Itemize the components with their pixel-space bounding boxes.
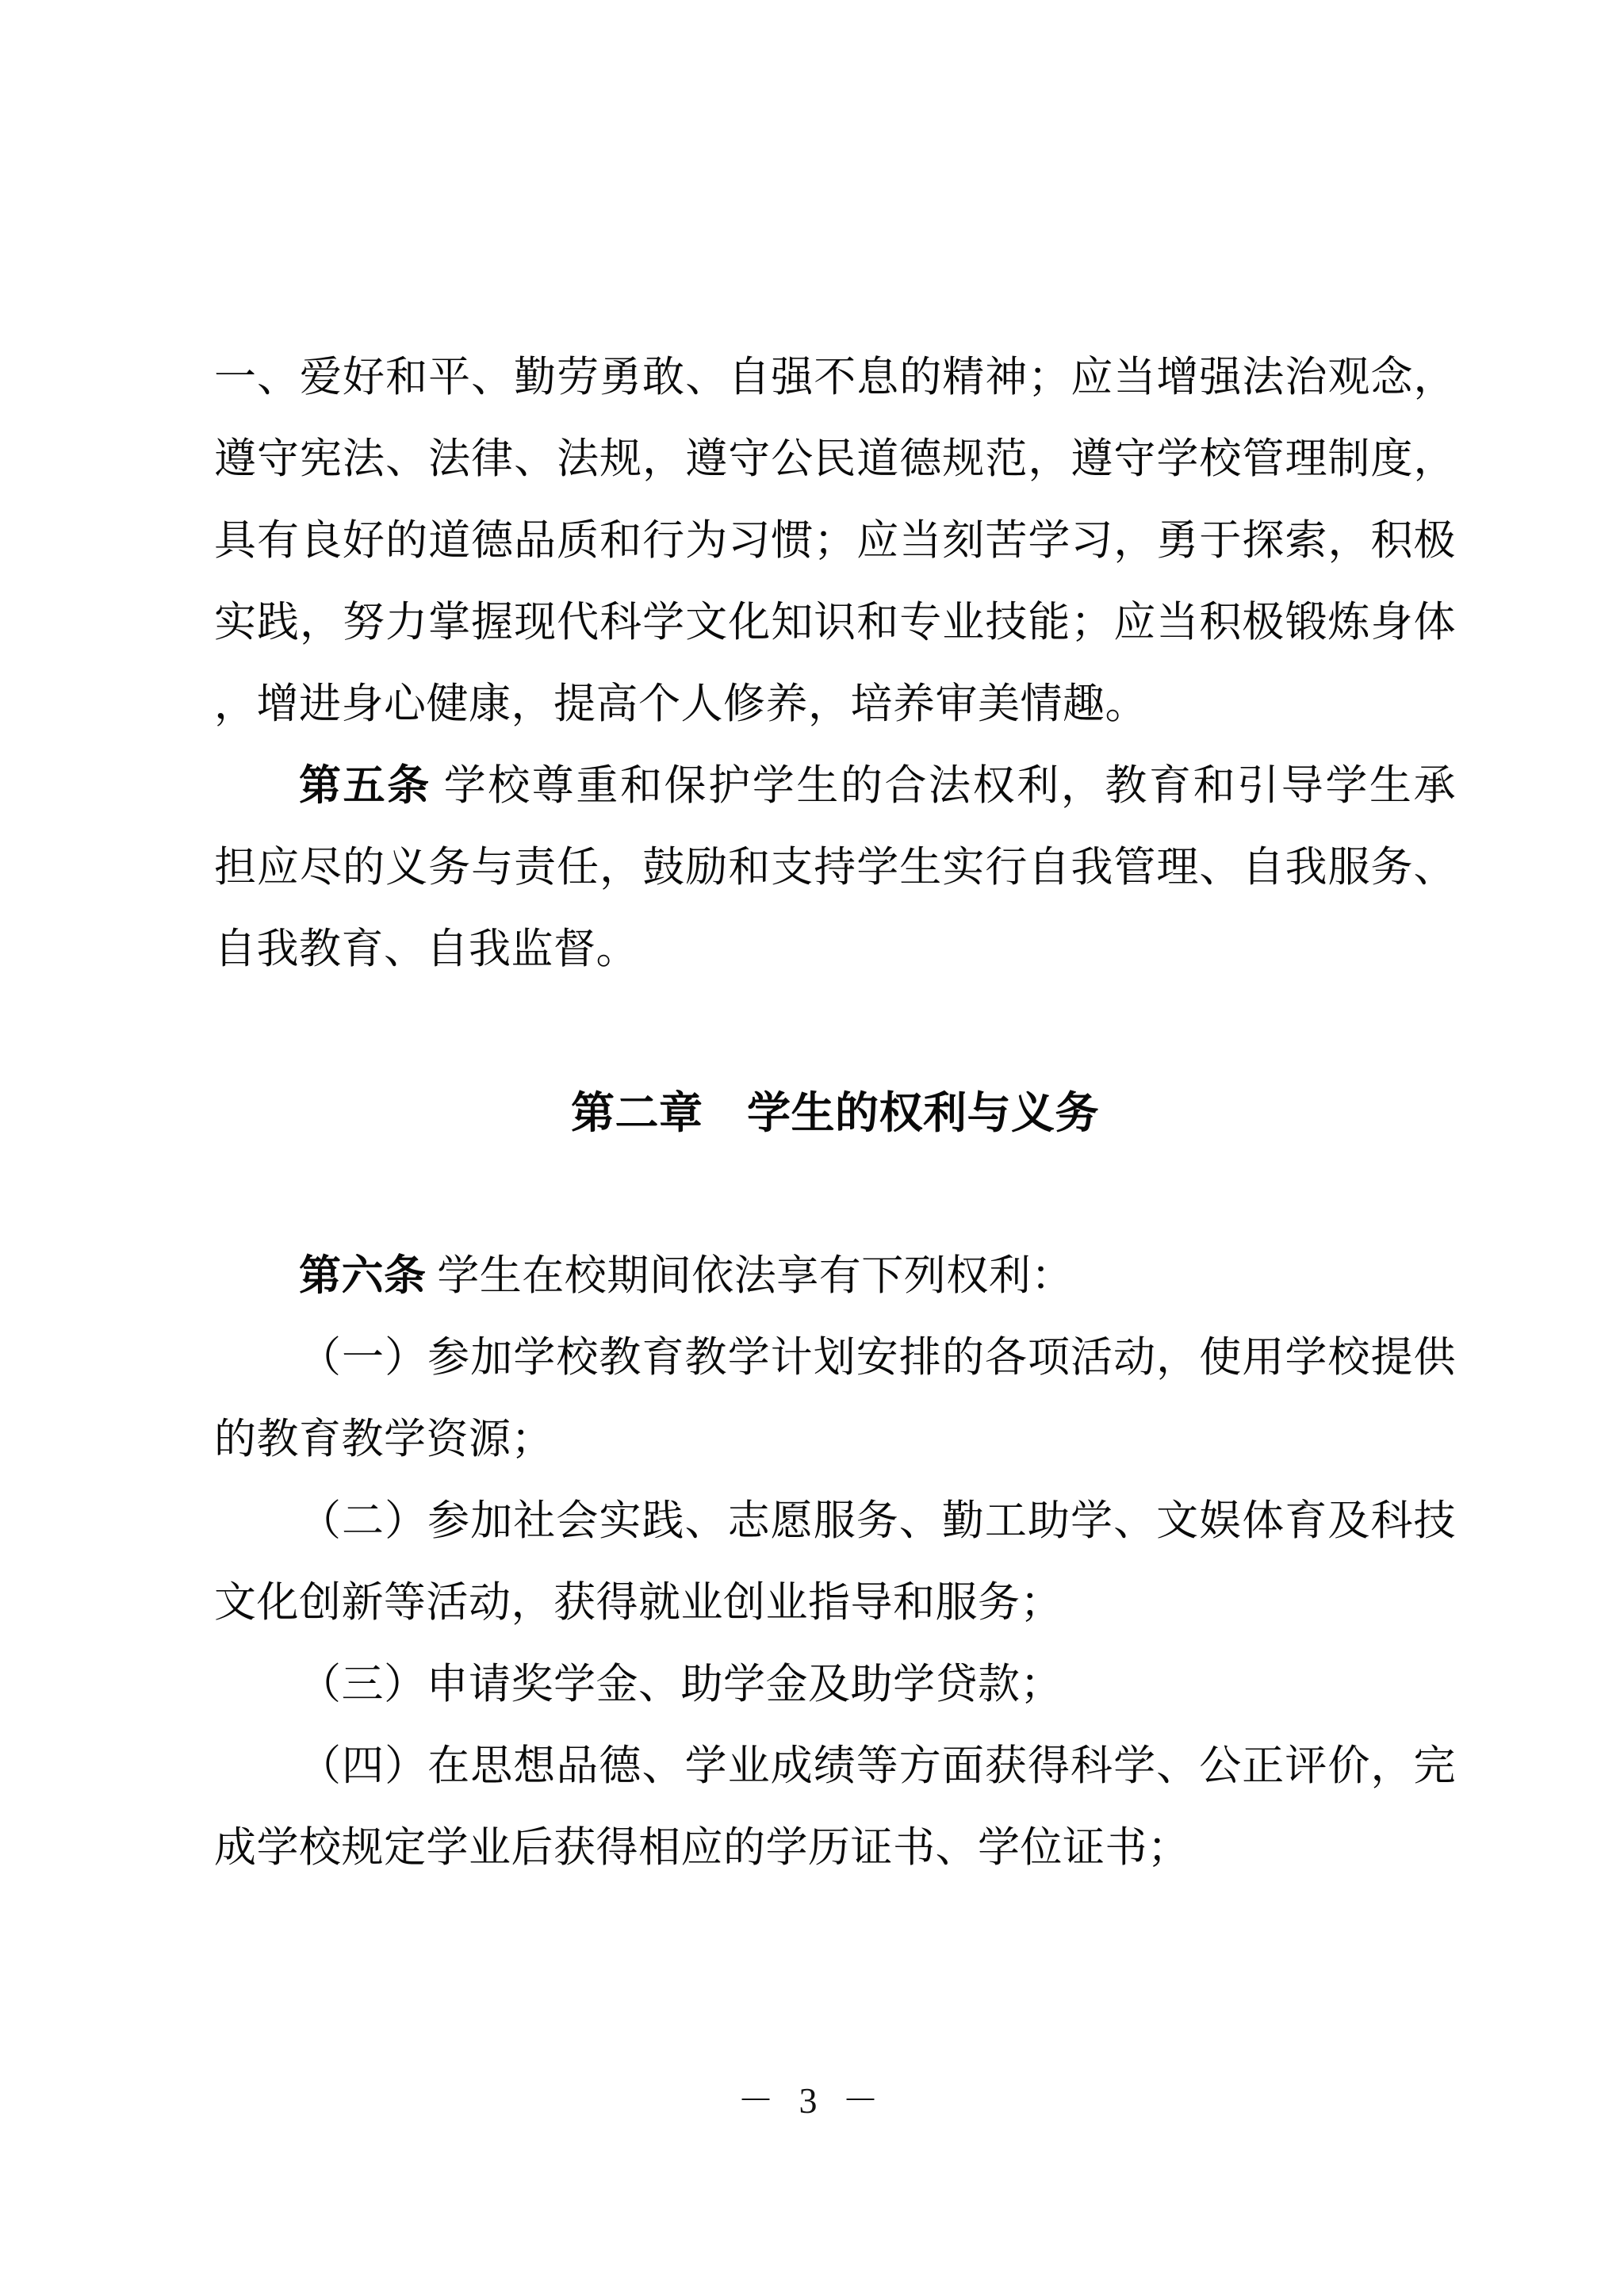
text-line: 成学校规定学业后获得相应的学历证书、学位证书； [214,1825,1190,1871]
article-text: 学校尊重和保护学生的合法权利，教育和引导学生承 [431,763,1457,809]
text-line [214,746,1456,827]
text-line: （三）申请奖学金、助学金及助学贷款； [299,1662,1063,1708]
text-line: 文化创新等活动，获得就业创业指导和服务； [214,1580,1063,1626]
text-line: 实践，努力掌握现代科学文化知识和专业技能；应当积极锻炼身体 [214,600,1456,646]
text-line: （二）参加社会实践、志愿服务、勤工助学、文娱体育及科技 [299,1498,1456,1544]
blank-line [214,991,1456,1072]
article-number: 第五条 [299,763,431,809]
text-line [214,1236,1456,1317]
text-line: 担应尽的义务与责任，鼓励和支持学生实行自我管理、自我服务、 [214,845,1456,891]
article-number: 第六条 [299,1253,427,1299]
chapter-heading: 第二章 学生的权利与义务 [570,1088,1099,1137]
blank-line [214,1154,1456,1236]
text-line: （一）参加学校教育教学计划安排的各项活动，使用学校提供 [299,1335,1456,1381]
document-body [214,337,1456,1889]
text-line: （四）在思想品德、学业成绩等方面获得科学、公正评价，完 [299,1743,1456,1789]
article-text: 学生在校期间依法享有下列权利： [426,1253,1074,1299]
text-line: 具有良好的道德品质和行为习惯；应当刻苦学习，勇于探索，积极 [214,518,1456,564]
text-line: 遵守宪法、法律、法规，遵守公民道德规范，遵守学校管理制度， [214,436,1456,482]
text-line: ，增进身心健康，提高个人修养，培养审美情趣。 [214,681,1147,727]
text-line: 一、爱好和平、勤劳勇敢、自强不息的精神；应当增强法治观念， [214,355,1456,401]
text-line: 的教育教学资源； [214,1416,553,1462]
text-line: 自我教育、自我监督。 [214,926,638,972]
page-number: － 3 － [737,2080,887,2121]
